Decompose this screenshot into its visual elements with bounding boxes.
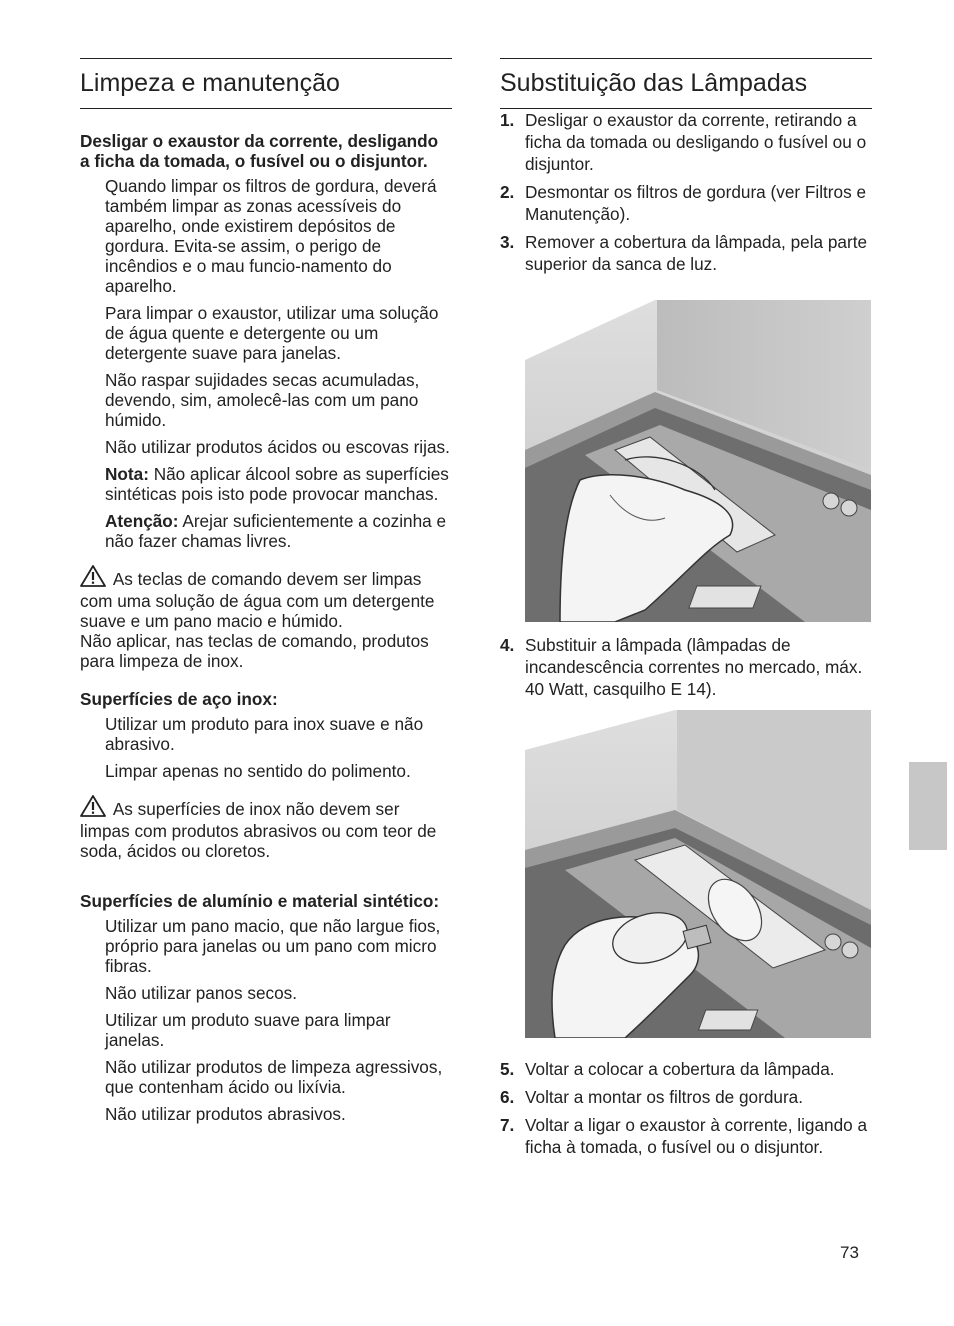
attention-paragraph (80, 511, 452, 551)
step-number: 2. (500, 181, 515, 202)
paragraph: Para limpar o exaustor, utilizar uma solução de água quente e detergente ou um detergente suave para janelas. (105, 302, 439, 363)
warning-triangle-icon (80, 795, 106, 821)
step-text: Desmontar os filtros de gordura (ver Filtros e Manutenção). (525, 181, 867, 224)
list-item: Utilizar um produto para inox suave e não abrasivo. (105, 713, 424, 754)
list-item: Limpar apenas no sentido do polimento. (105, 760, 411, 781)
step-text: Substituir a lâmpada (lâmpadas de incandescência correntes no mercado, máx. 40 Watt, casquilho E 14). (525, 635, 863, 699)
step-item (500, 231, 872, 275)
paragraph: Não raspar sujidades secas acumuladas, devendo, sim, amolecê-las com um pano húmido. (105, 369, 420, 430)
steps-list (500, 109, 872, 275)
left-column (80, 58, 452, 1124)
step-item (500, 181, 872, 225)
step-number: 6. (500, 1087, 515, 1107)
page-number: 73 (840, 1243, 859, 1262)
illustration-remove-cover (525, 300, 871, 622)
section-title-lamps: Substituição das Lâmpadas (500, 59, 872, 109)
note-text: Não aplicar álcool sobre as superfícies sintéticas pois isto pode provocar manchas. (105, 463, 449, 504)
attention-label: Atenção: (105, 510, 179, 531)
step-number: 1. (500, 109, 515, 130)
list-item: Utilizar um pano macio, que não largue fios, próprio para janelas ou um pano com micro fibras. (105, 915, 441, 976)
step-number: 5. (500, 1059, 515, 1079)
warning-triangle-icon (80, 565, 106, 591)
title-rule (80, 58, 452, 109)
step-item (500, 1114, 872, 1158)
attention-text: Arejar suficientemente a cozinha e não fazer chamas livres. (105, 510, 447, 551)
chapter-tab (909, 762, 947, 850)
steps-list (500, 1058, 872, 1164)
paragraph: Não utilizar produtos ácidos ou escovas rijas. (105, 436, 450, 457)
aluminium-heading: Superfícies de alumínio e material sintético: (80, 890, 440, 911)
step-text: Voltar a montar os filtros de gordura. (525, 1087, 804, 1107)
step-item (500, 109, 872, 175)
warning-controls-text: As teclas de comando devem ser limpas com uma solução de água com um detergente suave e um pano macio e húmido. (80, 568, 435, 631)
note-paragraph (80, 464, 452, 504)
title-rule (500, 58, 872, 109)
steel-heading: Superfícies de aço inox: (80, 688, 278, 709)
warning-steel (80, 795, 452, 861)
warning-controls (80, 565, 452, 671)
section-title-cleaning: Limpeza e manutenção (80, 59, 452, 109)
step-text: Remover a cobertura da lâmpada, pela parte superior da sanca de luz. (525, 231, 868, 274)
steps-list (500, 634, 872, 706)
step-number: 7. (500, 1115, 515, 1135)
list-item: Não utilizar produtos de limpeza agressivos, que contenham ácido ou lixívia. (105, 1056, 443, 1097)
step-item (500, 1086, 872, 1108)
step-text: Voltar a colocar a cobertura da lâmpada. (525, 1059, 835, 1079)
list-item: Não utilizar panos secos. (105, 982, 298, 1003)
step-text: Desligar o exaustor da corrente, retirando a ficha da tomada ou desligando o fusível ou o disjuntor. (525, 109, 867, 174)
list-item: Utilizar um produto suave para limpar janelas. (105, 1009, 391, 1050)
note-label: Nota: (105, 463, 149, 484)
step-text: Voltar a ligar o exaustor à corrente, ligando a ficha à tomada, o fusível ou o disjuntor. (525, 1115, 868, 1157)
warning-steel-text: As superfícies de inox não devem ser limpas com produtos abrasivos ou com teor de soda, ácidos ou cloretos. (80, 798, 437, 861)
paragraph: Quando limpar os filtros de gordura, deverá também limpar as zonas acessíveis do aparelho, onde existirem depósitos de gordura. Evita-se assim, o perigo de incêndios e o mau funcio-namento do aparelho. (105, 175, 437, 296)
step-number: 4. (500, 635, 515, 655)
warning-controls-text-2: Não aplicar, nas teclas de comando, produtos para limpeza de inox. (80, 630, 429, 671)
step-number: 3. (500, 231, 515, 252)
list-item: Não utilizar produtos abrasivos. (105, 1103, 346, 1124)
step-item (500, 634, 872, 700)
illustration-replace-bulb (525, 710, 871, 1038)
step-item (500, 1058, 872, 1080)
right-column (500, 58, 872, 281)
disconnect-instruction: Desligar o exaustor da corrente, desligando a ficha da tomada, o fusível ou o disjuntor. (80, 130, 439, 171)
